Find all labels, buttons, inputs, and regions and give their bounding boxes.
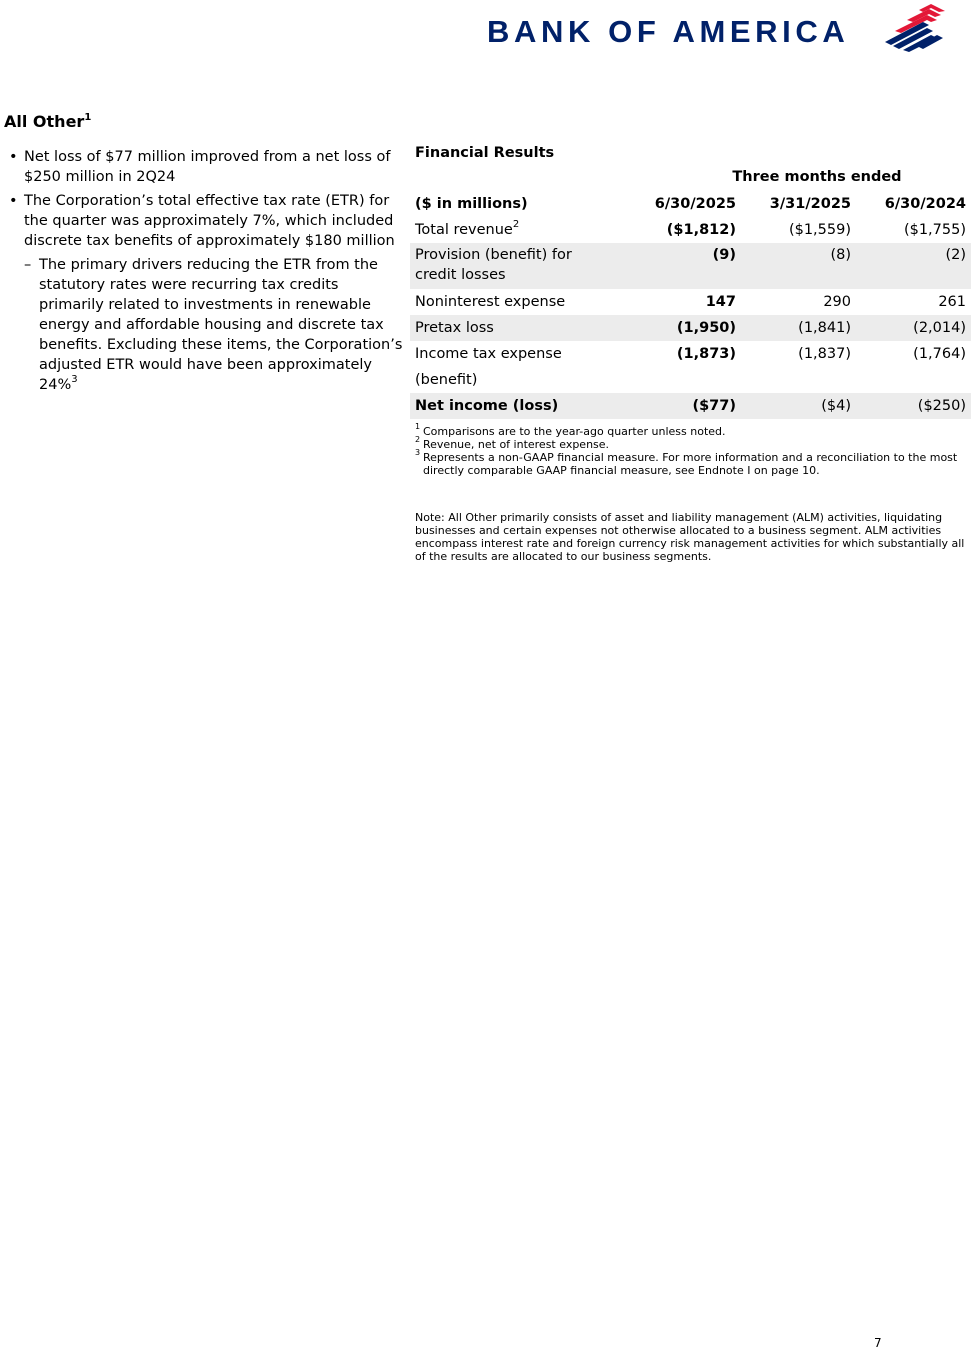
row-label-line2: credit losses <box>415 267 506 283</box>
column-header-row <box>410 191 971 217</box>
segment-note: Note: All Other primarily consists of asset and liability management (ALM) activities, liquidating businesses and certain expenses not otherwise allocated to a business segment. ALM activities encompass interest rate and foreign currency risk management activities for which substantially all of the results are allocated to our business segments. <box>415 511 965 563</box>
bullet-net-loss <box>8 147 406 187</box>
section-title-footnote-mark: 1 <box>84 111 92 123</box>
cell-value: ($77) <box>692 398 736 414</box>
highlights-list <box>8 147 406 395</box>
bullet-effective-tax-rate <box>8 191 406 251</box>
sub-bullet-etr-drivers <box>8 255 406 395</box>
financial-results-section <box>410 142 971 563</box>
sub-bullet-etr-drivers-text: The primary drivers reducing the ETR from the statutory rates were recurring tax credits primarily related to investments in renewable energy and affordable housing and discrete tax benefits. Excluding these items, the Corporation’s adjusted ETR would have been approximately 24% <box>39 257 403 393</box>
cell-value: (2,014) <box>913 320 966 336</box>
section-title-text: All Other <box>4 112 85 131</box>
column-header-6-30-2024: 6/30/2024 <box>884 196 966 212</box>
column-header-6-30-2025: 6/30/2025 <box>654 196 736 212</box>
cell-value: ($1,755) <box>903 222 966 238</box>
cell-value: ($1,812) <box>666 222 736 238</box>
bullet-etr-text: The Corporation’s total effective tax rate (ETR) for the quarter was approximately 7%, which included discrete tax benefits of approximately $180 million <box>24 193 395 249</box>
dash-icon: – <box>24 257 32 273</box>
cell-value: 290 <box>823 294 851 310</box>
row-label <box>410 217 632 243</box>
footnote-1: 1 Comparisons are to the year-ago quarter unless noted. <box>415 422 726 438</box>
cell-value: (1,837) <box>798 346 851 362</box>
table-row-provision <box>410 243 971 289</box>
row-label: Noninterest expense <box>415 294 566 310</box>
bullet-dot-icon: • <box>9 149 18 165</box>
table-row-total-revenue <box>410 217 971 243</box>
sub-bullet-footnote-mark: 3 <box>71 374 78 386</box>
row-label-line1: Provision (benefit) for <box>415 247 572 263</box>
footnotes <box>410 422 971 477</box>
period-header: Three months ended <box>732 169 902 185</box>
row-label: Income tax expense (benefit) <box>415 346 562 388</box>
bullet-dot-icon: • <box>9 193 18 209</box>
cell-value: (1,841) <box>798 320 851 336</box>
period-header-row <box>410 164 971 191</box>
cell-value: (1,950) <box>676 320 736 336</box>
row-label <box>410 243 632 289</box>
cell-value: ($250) <box>917 398 966 414</box>
table-row-net-income <box>410 393 971 419</box>
logo-wordmark: BANK OF AMERICA <box>487 14 850 49</box>
footnote-2: 2 Revenue, net of interest expense. <box>415 435 610 451</box>
footnote-text: Comparisons are to the year-ago quarter unless noted. <box>423 425 726 438</box>
financial-results-title: Financial Results <box>415 145 555 161</box>
cell-value: ($1,559) <box>788 222 851 238</box>
cell-value: (8) <box>830 247 851 263</box>
cell-value: 147 <box>705 294 736 310</box>
footnote-text: Represents a non-GAAP financial measure. For more information and a reconciliation to the most directly comparable GAAP financial measure, see Endnote I on page 10. <box>423 451 958 477</box>
cell-value: 261 <box>938 294 966 310</box>
column-header-3-31-2025: 3/31/2025 <box>769 196 851 212</box>
flag-logo-icon <box>883 2 945 52</box>
table-row-pretax-loss <box>410 315 971 341</box>
cell-value: (1,764) <box>913 346 966 362</box>
row-label-text: Total revenue <box>415 222 513 238</box>
financial-results-table <box>410 164 971 419</box>
page-number: 7 <box>874 1336 882 1350</box>
cell-value: (2) <box>945 247 966 263</box>
bullet-net-loss-text: Net loss of $77 million improved from a net loss of $250 million in 2Q24 <box>24 149 391 185</box>
row-label: Pretax loss <box>415 320 494 336</box>
section-title <box>4 112 91 131</box>
unit-label: ($ in millions) <box>415 196 528 212</box>
row-label: Net income (loss) <box>415 398 559 414</box>
footnote-3: 3 Represents a non-GAAP financial measure. For more information and a reconciliation to the most directly comparable GAAP financial measure, see Endnote I on page 10. <box>415 448 958 477</box>
cell-value: ($4) <box>821 398 851 414</box>
row-footnote-mark: 2 <box>512 219 520 231</box>
cell-value: (9) <box>712 247 736 263</box>
table-row-income-tax <box>410 341 971 393</box>
cell-value: (1,873) <box>676 346 736 362</box>
table-row-noninterest-expense <box>410 289 971 315</box>
footnote-text: Revenue, net of interest expense. <box>423 438 610 451</box>
